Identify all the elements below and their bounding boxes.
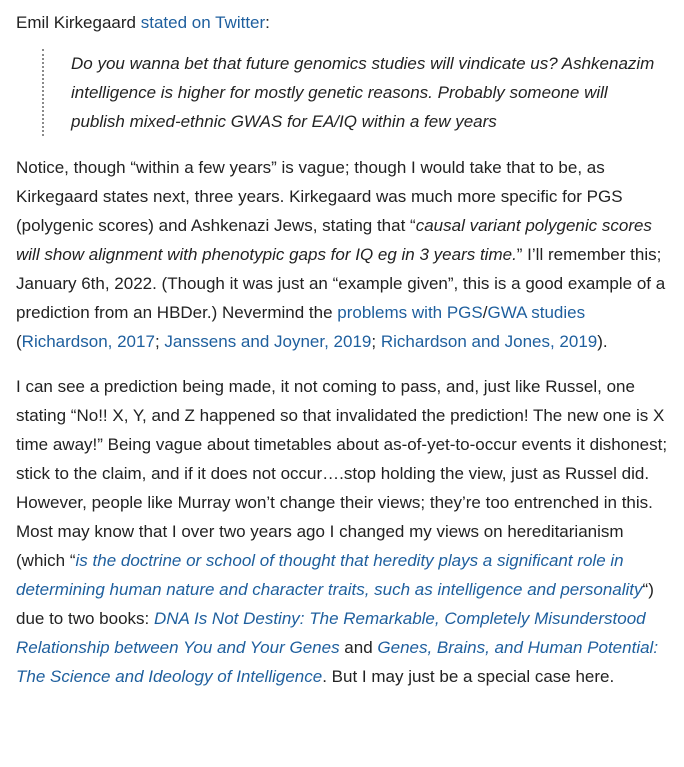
janssens-joyner-2019-link[interactable]: Janssens and Joyner, 2019 xyxy=(164,332,372,351)
genes-brains-book-link[interactable]: Genes, Brains, and Human Potential: The Science and Ideology of Intelligence xyxy=(16,638,659,686)
author-name: Emil Kirkegaard xyxy=(16,13,136,32)
richardson-2017-link[interactable]: Richardson, 2017 xyxy=(21,332,155,351)
gwa-studies-link[interactable]: GWA studies xyxy=(487,303,586,322)
article-body xyxy=(16,8,676,691)
quote-text: Do you wanna bet that future genomics studies will vindicate us? Ashkenazim intelligence is higher for mostly genetic reasons. Probably someone will publish mixed-ethnic GWAS for EA/IQ within a few years xyxy=(71,54,655,131)
richardson-jones-2019-link[interactable]: Richardson and Jones, 2019 xyxy=(380,332,598,351)
pgs-problems-link[interactable]: problems with PGS xyxy=(337,303,483,322)
paragraph-pgs: Notice, though “within a few years” is vague; though I would take that to be, as Kirkegaard states next, three years. Kirkegaard was much more specific for PGS (polygenic scores) and Ashkenazi Jews, stating that “causal variant polygenic scores will show alignment with phenotypic gaps for IQ eg in 3 years time.” I’ll remember this; January 6th, 2022. (Though it was just an “example given”, this is a good example of a prediction from an HBDer.) Nevermind the problems with PGS/GWA studies (Richardson, 2017; Janssens and Joyner, 2019; Richardson and Jones, 2019). xyxy=(16,158,666,351)
tweet-quote xyxy=(42,49,661,136)
kirkegaard-quote: causal variant polygenic scores will show alignment with phenotypic gaps for IQ eg in 3 years time. xyxy=(16,216,652,264)
dna-not-destiny-book-link[interactable]: DNA Is Not Destiny: The Remarkable, Completely Misunderstood Relationship between You and Your Genes xyxy=(16,609,646,657)
intro-line: Emil Kirkegaard stated on Twitter: xyxy=(16,13,270,32)
hereditarianism-definition-link[interactable]: is the doctrine or school of thought that heredity plays a significant role in determining human nature and character traits, such as intelligence and personality xyxy=(16,551,643,599)
twitter-link[interactable]: stated on Twitter xyxy=(140,13,266,32)
paragraph-prediction: I can see a prediction being made, it not coming to pass, and, just like Russel, one stating “No!! X, Y, and Z happened so that invalidated the prediction! The new one is X time away!” Being vague about timetables about as-of-yet-to-occur events it dishonest; stick to the claim, and if it does not occur….stop holding the view, just as Russel did. However, people like Murray won’t change their views; they’re too entrenched in this. Most may know that I over two years ago I changed my views on hereditarianism (which “is the doctrine or school of thought that heredity plays a significant role in determining human nature and character traits, such as intelligence and personality“) due to two books: DNA Is Not Destiny: The Remarkable, Completely Misunderstood Relationship between You and Your Genes and Genes, Brains, and Human Potential: The Science and Ideology of Intelligence. But I may just be a special case here. xyxy=(16,377,668,686)
